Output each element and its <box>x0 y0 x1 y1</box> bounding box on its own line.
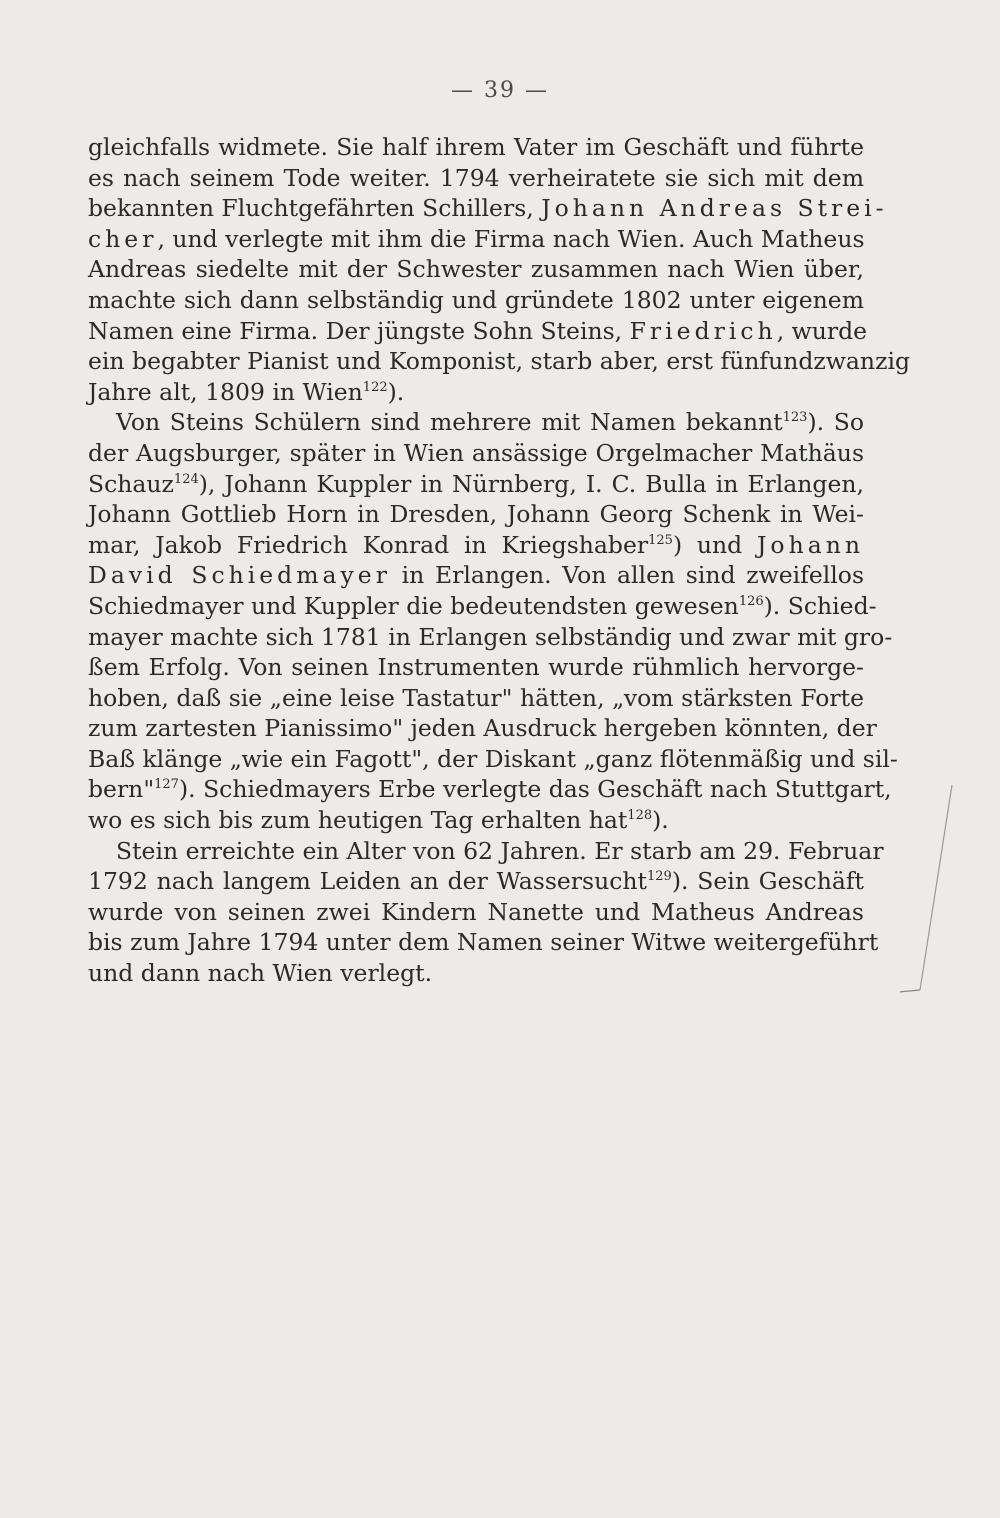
text-line: bekannten Fluchtgefährten Schillers, Johann Andreas Strei- <box>88 194 888 223</box>
footnote-ref[interactable]: 123 <box>782 410 808 426</box>
text-line: 1792 nach langem Leiden an der Wassersucht$^{129}$). Sein Geschäft <box>88 867 864 896</box>
text-line: bis zum Jahre 1794 unter dem Namen seiner Witwe weitergeführt <box>88 928 879 957</box>
text-line: Baß klänge „wie ein Fagott", der Diskant „ganz flötenmäßig und sil- <box>88 744 898 773</box>
footnote-ref[interactable]: 128 <box>627 808 653 824</box>
body-text <box>88 132 911 989</box>
text-line: Namen eine Firma. Der jüngste Sohn Steins, Friedrich, wurde <box>88 316 868 345</box>
text-line: Jahre alt, 1809 in Wien$^{122}$). <box>88 377 405 406</box>
margin-pencil-mark <box>900 780 960 1020</box>
text-line: Schiedmayer und Kuppler die bedeutendsten gewesen$^{126}$). Schied- <box>88 591 877 620</box>
footnote-ref[interactable]: 127 <box>154 777 179 793</box>
text-line: und dann nach Wien verlegt. <box>88 959 433 988</box>
text-line: gleichfalls widmete. Sie half ihrem Vater im Geschäft und führte <box>88 133 864 161</box>
text-line: wo es sich bis zum heutigen Tag erhalten hat$^{128}$). <box>88 806 669 835</box>
text-line: Von Steins Schülern sind mehrere mit Namen bekannt$^{123}$). So <box>116 408 864 437</box>
page-number: — 39 — <box>451 78 549 103</box>
text-line: Stein erreichte ein Alter von 62 Jahren. Er starb am 29. Februar <box>116 836 884 865</box>
text-line: machte sich dann selbständig und gründete 1802 unter eigenem <box>88 285 864 314</box>
text-line: mar, Jakob Friedrich Konrad in Kriegshaber$^{125}$) und Johann <box>88 530 864 559</box>
spaced-name: Johann Andreas Strei- <box>541 194 888 223</box>
text-line: Johann Gottlieb Horn in Dresden, Johann Georg Schenk in Wei- <box>88 500 864 529</box>
text-line: David Schiedmayer in Erlangen. Von allen sind zweifellos <box>88 561 865 590</box>
text-line: bern"$^{127}$). Schiedmayers Erbe verlegte das Geschäft nach Stuttgart, <box>88 775 892 804</box>
spaced-name: David Schiedmayer <box>88 561 391 590</box>
spaced-name: cher <box>88 224 158 253</box>
text-line: ßem Erfolg. Von seinen Instrumenten wurde rühmlich hervorge- <box>88 653 864 682</box>
text-line: mayer machte sich 1781 in Erlangen selbständig und zwar mit gro- <box>88 622 893 651</box>
footnote-ref[interactable]: 122 <box>362 379 388 395</box>
text-line: zum zartesten Pianissimo" jeden Ausdruck hergeben könnten, der <box>88 714 877 743</box>
text-line: der Augsburger, später in Wien ansässige Orgelmacher Mathäus <box>88 438 864 467</box>
footnote-ref[interactable]: 129 <box>646 869 672 885</box>
text-line: Andreas siedelte mit der Schwester zusammen nach Wien über, <box>88 255 864 284</box>
text-line: es nach seinem Tode weiter. 1794 verheiratete sie sich mit dem <box>88 163 864 192</box>
text-line: hoben, daß sie „eine leise Tastatur" hätten, „vom stärksten Forte <box>88 683 864 712</box>
text-line: cher, und verlegte mit ihm die Firma nach Wien. Auch Matheus <box>88 224 865 253</box>
text-line: Schauz$^{124}$), Johann Kuppler in Nürnberg, I. C. Bulla in Erlangen, <box>88 469 864 498</box>
spaced-name: Johann <box>757 530 864 559</box>
text-line: wurde von seinen zwei Kindern Nanette und Matheus Andreas <box>88 897 864 926</box>
footnote-ref[interactable]: 126 <box>738 593 764 609</box>
footnote-ref[interactable]: 124 <box>173 471 199 487</box>
footnote-ref[interactable]: 125 <box>648 532 673 548</box>
text-line: ein begabter Pianist und Komponist, starb aber, erst fünfundzwanzig <box>88 347 911 376</box>
spaced-name: Friedrich <box>629 316 777 345</box>
